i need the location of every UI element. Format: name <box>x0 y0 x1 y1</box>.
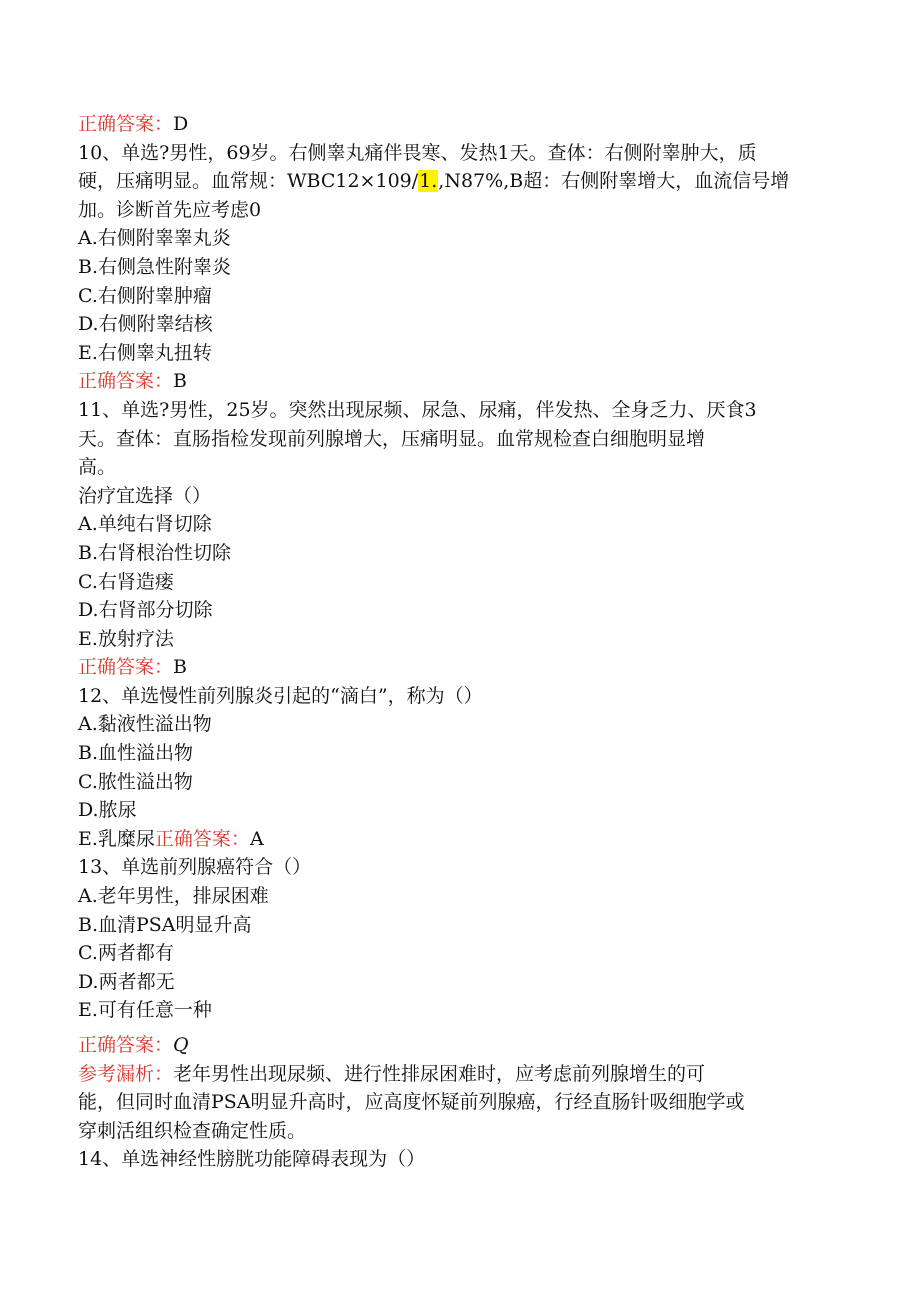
option: C.两者都有 <box>78 942 174 965</box>
analysis-line-3: 穿刺活组织检查确定性质。 <box>78 1119 307 1142</box>
option: D.脓尿 <box>78 799 137 822</box>
option: D.右肾部分切除 <box>78 599 213 622</box>
answer-label: 正确答案： <box>78 656 174 679</box>
answer-value: B <box>173 370 187 393</box>
question-12-line-1: 12、单选慢性前列腺炎引起的“滴白”，称为（） <box>78 684 483 707</box>
option: A.黏液性溢出物 <box>78 713 212 736</box>
answer-label: 正确答案： <box>154 827 250 850</box>
answer-label: 正确答案： <box>78 370 174 393</box>
answer-value: Q <box>173 1034 189 1056</box>
option: E.放射疗法 <box>78 627 174 650</box>
option: C.右肾造瘘 <box>78 570 174 593</box>
question-11-line-1: 11、单选?男性，25岁。突然出现尿频、尿急、尿痛，伴发热、全身乏力、厌食3 <box>78 398 757 421</box>
analysis-label: 参考漏析： <box>78 1062 174 1085</box>
answer-line <box>78 110 838 139</box>
question-11-line-4: 治疗宜选择（） <box>78 484 212 507</box>
question-14-line-1: 14、单选神经性膀胱功能障碍表现为（） <box>78 1148 426 1171</box>
option: B.血性溢出物 <box>78 742 194 765</box>
answer-value: A <box>249 827 264 850</box>
option: C.右侧附睾肿瘤 <box>78 284 212 307</box>
question-10-line-3: 加。诊断首先应考虑0 <box>78 198 262 221</box>
answer-label: 正确答案： <box>78 1034 174 1056</box>
analysis-line-2: 能，但同时血清PSA明显升高时，应高度怀疑前列腺癌，行经直肠针吸细胞学或 <box>78 1091 745 1114</box>
question-13-line-1: 13、单选前列腺癌符合（） <box>78 856 312 879</box>
document-page <box>78 110 838 1174</box>
option: E.右侧睾丸扭转 <box>78 341 212 364</box>
answer-value: D <box>173 113 189 135</box>
analysis-line-1 <box>78 1060 838 1089</box>
highlighted-text: 1. <box>419 170 438 193</box>
option: E.乳糜尿 <box>78 827 155 850</box>
option: A.老年男性，排尿困难 <box>78 885 269 908</box>
question-10-line-1: 10、单选?男性，69岁。右侧睾丸痛伴畏寒、发热1天。查体：右侧附睾肿大，质 <box>78 141 757 164</box>
answer-value: B <box>173 656 187 679</box>
answer-line <box>78 367 838 396</box>
option-with-answer <box>78 825 838 854</box>
question-11-line-3: 高。 <box>78 456 117 479</box>
answer-label: 正确答案： <box>78 113 174 135</box>
option: C.脓性溢出物 <box>78 770 193 793</box>
option: B.右侧急性附睾炎 <box>78 255 232 278</box>
question-10-line-2a: 硬，压痛明显。血常规：WBC12×109/ <box>78 170 419 193</box>
option: D.右侧附睾结核 <box>78 313 213 336</box>
analysis-text: 老年男性出现尿频、进行性排尿困难时，应考虑前列腺增生的可 <box>173 1062 706 1085</box>
question-10-line-2b: ,N87%,B超：右侧附睾增大，血流信号增 <box>438 170 790 193</box>
answer-line <box>78 653 838 682</box>
answer-line <box>78 1031 838 1060</box>
option: A.单纯右肾切除 <box>78 513 212 536</box>
option: D.两者都无 <box>78 970 175 993</box>
option: A.右侧附睾睾丸炎 <box>78 227 231 250</box>
question-10-line-2 <box>78 167 838 196</box>
question-11-line-2: 天。查体：直肠指检发现前列腺增大，压痛明显。血常规检查白细胞明显增 <box>78 427 706 450</box>
option: B.右肾根治性切除 <box>78 541 232 564</box>
option: B.血清PSA明显升高 <box>78 913 252 936</box>
option: E.可有任意一种 <box>78 999 212 1022</box>
